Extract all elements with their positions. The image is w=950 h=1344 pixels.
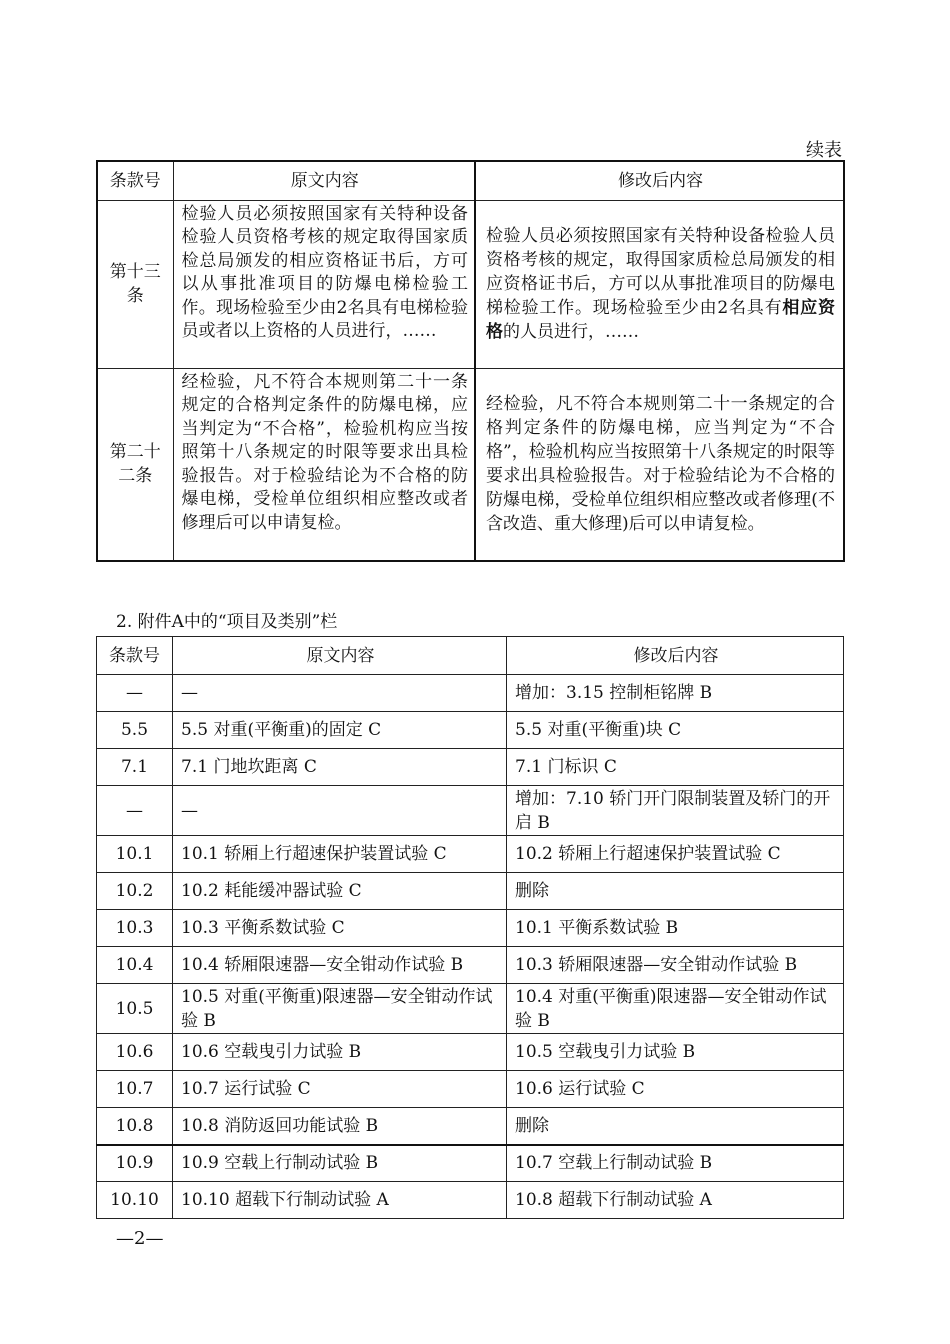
table-row (97, 1108, 844, 1145)
table-row (97, 749, 844, 786)
revised-cell: 10.7 空载上行制动试验 B (507, 1145, 844, 1182)
clause-cell: 5.5 (97, 712, 173, 749)
clause-cell: 10.1 (97, 836, 173, 873)
header-revised: 修改后内容 (507, 637, 844, 675)
original-cell: 10.6 空载曳引力试验 B (173, 1034, 507, 1071)
header-original: 原文内容 (173, 637, 507, 675)
clause-cell: 10.7 (97, 1071, 173, 1108)
original-cell: 7.1 门地坎距离 C (173, 749, 507, 786)
clause-cell: 7.1 (97, 749, 173, 786)
original-cell: 5.5 对重(平衡重)的固定 C (173, 712, 507, 749)
revised-cell: 10.5 空载曳引力试验 B (507, 1034, 844, 1071)
header-clause: 条款号 (97, 161, 173, 200)
clause-cell: 10.4 (97, 947, 173, 984)
original-cell: 10.8 消防返回功能试验 B (173, 1108, 507, 1145)
original-cell: 10.4 轿厢限速器—安全钳动作试验 B (173, 947, 507, 984)
table-row (97, 1071, 844, 1108)
original-text-cell: 检验人员必须按照国家有关特种设备检验人员资格考核的规定取得国家质检总局颁发的相应资格证书后，方可以从事批准项目的防爆电梯检验工作。现场检验至少由2名具有电梯检验员或者以上资格的人员进行，…… (173, 200, 475, 368)
table-row (97, 675, 844, 712)
revised-cell: 10.1 平衡系数试验 B (507, 910, 844, 947)
table-row (97, 368, 844, 561)
original-cell: — (173, 675, 507, 712)
original-cell: 10.3 平衡系数试验 C (173, 910, 507, 947)
section-title: 2. 附件A中的“项目及类别”栏 (116, 612, 338, 632)
original-cell: 10.7 运行试验 C (173, 1071, 507, 1108)
original-cell: 10.1 轿厢上行超速保护装置试验 C (173, 836, 507, 873)
table-row (97, 712, 844, 749)
clause-cell: 第二十二条 (97, 368, 173, 561)
revised-cell: 5.5 对重(平衡重)块 C (507, 712, 844, 749)
revised-text-bold: 相应资格 (486, 298, 835, 342)
revised-text-post: 的人员进行，…… (503, 322, 639, 342)
clause-cell: — (97, 675, 173, 712)
table-row (97, 200, 844, 368)
revised-text-pre: 检验人员必须按照国家有关特种设备检验人员资格考核的规定，取得国家质检总局颁发的相应资格证书后，方可以从事批准项目的防爆电梯检验工作。现场检验至少由2名具有 (486, 226, 835, 318)
table-header-row (97, 161, 844, 200)
table-row (97, 1145, 844, 1182)
table-row (97, 786, 844, 836)
original-cell: 10.5 对重(平衡重)限速器—安全钳动作试验 B (173, 984, 507, 1034)
revised-cell: 删除 (507, 873, 844, 910)
revised-cell: 10.4 对重(平衡重)限速器—安全钳动作试验 B (507, 984, 844, 1034)
clause-cell: 10.6 (97, 1034, 173, 1071)
header-revised: 修改后内容 (475, 161, 844, 200)
continued-label: 续表 (806, 140, 842, 161)
revised-cell: 删除 (507, 1108, 844, 1145)
table-row (97, 984, 844, 1034)
revised-cell: 10.8 超载下行制动试验 A (507, 1182, 844, 1219)
revised-cell: 10.2 轿厢上行超速保护装置试验 C (507, 836, 844, 873)
revised-cell: 增加：7.10 轿门开门限制装置及轿门的开启 B (507, 786, 844, 836)
clause-cell: 10.9 (97, 1145, 173, 1182)
header-clause: 条款号 (97, 637, 173, 675)
clause-cell: 10.5 (97, 984, 173, 1034)
revised-cell: 10.3 轿厢限速器—安全钳动作试验 B (507, 947, 844, 984)
original-cell: 10.10 超载下行制动试验 A (173, 1182, 507, 1219)
original-text-cell: 经检验，凡不符合本规则第二十一条规定的合格判定条件的防爆电梯，应当判定为“不合格”，检验机构应当按照第十八条规定的时限等要求出具检验报告。对于检验结论为不合格的防爆电梯，受检单位组织相应整改或者修理后可以申请复检。 (173, 368, 475, 561)
clause-cell: 10.10 (97, 1182, 173, 1219)
table-header-row (97, 637, 844, 675)
original-cell: — (173, 786, 507, 836)
clause-cell: 10.2 (97, 873, 173, 910)
clause-cell: 10.3 (97, 910, 173, 947)
revised-cell: 增加：3.15 控制柜铭牌 B (507, 675, 844, 712)
revised-text-cell: 经检验，凡不符合本规则第二十一条规定的合格判定条件的防爆电梯，应当判定为“不合格”，检验机构应当按照第十八条规定的时限等要求出具检验报告。对于检验结论为不合格的防爆电梯，受检单位组织相应整改或者修理(不含改造、重大修理)后可以申请复检。 (475, 368, 844, 561)
table-row (97, 947, 844, 984)
revised-cell: 10.6 运行试验 C (507, 1071, 844, 1108)
clause-cell: 10.8 (97, 1108, 173, 1145)
header-original: 原文内容 (173, 161, 475, 200)
table-row (97, 1182, 844, 1219)
table-row (97, 1034, 844, 1071)
page-number: —2— (116, 1228, 164, 1249)
revised-cell: 7.1 门标识 C (507, 749, 844, 786)
table-row (97, 910, 844, 947)
amendment-table-1 (96, 160, 845, 562)
amendment-table-2 (96, 636, 844, 1219)
original-cell: 10.9 空载上行制动试验 B (173, 1145, 507, 1182)
clause-cell: 第十三条 (97, 200, 173, 368)
table-row (97, 873, 844, 910)
original-cell: 10.2 耗能缓冲器试验 C (173, 873, 507, 910)
table-row (97, 836, 844, 873)
revised-text-cell (475, 200, 844, 368)
clause-cell: — (97, 786, 173, 836)
